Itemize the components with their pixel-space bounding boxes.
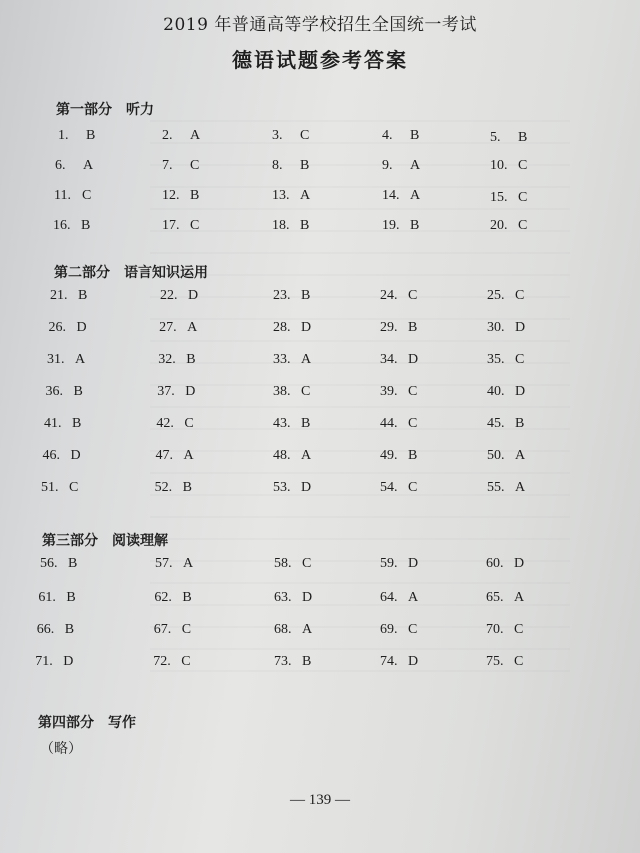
answer-number: 62. [154, 590, 172, 605]
answer-number: 75. [486, 654, 504, 669]
answer-item [162, 158, 199, 174]
answer-number: 65. [486, 590, 504, 605]
answer-letter: D [302, 590, 313, 605]
answer-letter: A [183, 556, 194, 571]
answer-item [154, 622, 191, 638]
answer-number: 4. [382, 128, 393, 143]
section-name: 写作 [108, 715, 136, 731]
answer-item [274, 654, 311, 670]
answer-item [44, 416, 81, 432]
answer-letter: B [190, 188, 200, 203]
answer-number: 53. [273, 480, 291, 495]
answer-letter: D [301, 480, 312, 495]
answer-item [380, 480, 417, 496]
answer-letter: B [73, 384, 83, 399]
answer-item [274, 556, 311, 572]
answer-letter: B [182, 590, 192, 605]
answer-number: 67. [153, 622, 172, 637]
answer-letter: B [408, 448, 418, 463]
answer-letter: B [515, 416, 525, 431]
page-title: 德语试题参考答案 [232, 48, 408, 72]
answer-item [382, 158, 420, 174]
answer-letter: A [187, 320, 198, 335]
answer-number: 48. [273, 448, 291, 463]
answer-item [380, 556, 418, 572]
answer-letter: C [190, 158, 200, 173]
answer-item [486, 590, 524, 606]
answer-number: 68. [274, 622, 292, 637]
answer-letter: C [518, 218, 528, 233]
answer-number: 56. [40, 556, 58, 571]
answer-item [380, 416, 417, 432]
answer-item [273, 320, 311, 336]
answer-number: 22. [160, 288, 178, 303]
answer-letter: B [64, 622, 75, 637]
answer-item [487, 448, 525, 464]
section-part1 [56, 99, 168, 119]
answer-letter: B [410, 128, 420, 143]
exam-header: 2019 年普通高等学校招生全国统一考试 [163, 15, 477, 35]
answer-number: 19. [382, 218, 400, 233]
answer-item [272, 188, 310, 204]
answer-item [160, 288, 198, 304]
answer-number: 33. [273, 352, 291, 367]
answer-item [38, 590, 75, 606]
answer-item [35, 654, 73, 670]
section-part-label: 第二部分 [54, 265, 110, 281]
answer-letter: A [515, 480, 526, 495]
section-part2 [54, 262, 222, 282]
answer-item [486, 654, 523, 670]
answer-letter: D [76, 320, 87, 335]
answer-letter: C [514, 622, 524, 637]
answer-letter: A [75, 352, 86, 367]
answer-item [47, 352, 85, 368]
answer-letter: B [301, 416, 311, 431]
answer-number: 24. [380, 288, 398, 303]
answer-number: 70. [486, 622, 504, 637]
answer-item [380, 590, 418, 606]
answer-number: 41. [44, 416, 62, 431]
answer-number: 71. [35, 654, 53, 669]
answer-item [273, 352, 311, 368]
answer-number: 16. [53, 218, 71, 233]
answer-item [486, 622, 523, 638]
answer-letter: C [184, 416, 194, 431]
answer-item [380, 352, 418, 368]
answer-letter: A [83, 158, 94, 173]
section-part-label: 第三部分 [42, 533, 98, 549]
answer-number: 46. [42, 448, 60, 463]
answer-number: 74. [380, 654, 398, 669]
answer-letter: D [63, 654, 74, 669]
answer-letter: B [410, 218, 420, 233]
answer-item [273, 288, 310, 304]
answer-number: 39. [380, 384, 398, 399]
answer-item [273, 384, 310, 400]
answer-letter: D [408, 556, 419, 571]
answer-letter: C [69, 480, 79, 495]
answer-letter: C [300, 128, 310, 143]
answer-number: 59. [380, 556, 398, 571]
answer-number: 20. [490, 218, 508, 233]
answer-letter: B [72, 416, 82, 431]
answer-number: 55. [487, 480, 505, 495]
answer-letter: B [186, 352, 196, 367]
answer-number: 51. [41, 480, 59, 495]
answer-item [490, 218, 527, 234]
answer-letter: B [66, 590, 76, 605]
answer-letter: D [515, 384, 526, 399]
answer-number: 26. [48, 320, 66, 335]
answer-letter: D [70, 448, 81, 463]
answer-item [155, 556, 193, 572]
answer-number: 18. [272, 218, 290, 233]
answer-item [487, 480, 525, 496]
answer-item [50, 288, 87, 304]
answer-letter: D [515, 320, 526, 335]
answer-number: 3. [272, 128, 283, 143]
answer-number: 28. [273, 320, 291, 335]
answer-letter: B [86, 128, 96, 143]
answer-item [490, 158, 527, 174]
answer-item [273, 448, 311, 464]
answer-letter: B [408, 320, 418, 335]
section-part4 [38, 712, 150, 732]
answer-number: 9. [382, 158, 393, 173]
answer-number: 31. [47, 352, 65, 367]
answer-letter: A [515, 448, 526, 463]
answer-number: 72. [153, 654, 171, 669]
answer-letter: D [301, 320, 312, 335]
answer-number: 54. [380, 480, 398, 495]
answer-number: 11. [54, 188, 71, 203]
answer-letter: C [515, 288, 525, 303]
answer-item [490, 130, 527, 146]
answer-number: 43. [273, 416, 291, 431]
answer-number: 52. [154, 480, 173, 495]
answer-letter: D [408, 352, 419, 367]
answer-number: 37. [157, 384, 175, 399]
answer-item [158, 352, 195, 368]
answer-letter: C [408, 622, 418, 637]
answer-number: 44. [380, 416, 398, 431]
answer-number: 23. [273, 288, 291, 303]
answer-item [37, 622, 74, 638]
answer-letter: C [302, 556, 312, 571]
answer-number: 15. [490, 190, 508, 205]
answer-number: 58. [274, 556, 292, 571]
answer-letter: B [182, 480, 192, 495]
answer-item [487, 352, 524, 368]
answer-number: 38. [273, 384, 291, 399]
answer-item [155, 480, 192, 496]
answer-item [487, 384, 525, 400]
answer-item [53, 218, 90, 234]
answer-letter: C [82, 188, 92, 203]
answer-number: 60. [486, 556, 504, 571]
answer-letter: B [301, 288, 311, 303]
answer-item [272, 218, 309, 234]
answer-item [162, 128, 200, 144]
answer-item [380, 320, 417, 336]
answer-number: 32. [158, 352, 176, 367]
answer-letter: C [181, 654, 191, 669]
answer-item [157, 384, 195, 400]
writing-note: （略） [40, 741, 82, 757]
answer-item [156, 448, 194, 464]
section-name: 阅读理解 [112, 533, 168, 549]
answer-item [380, 622, 417, 638]
answer-item [272, 128, 309, 144]
section-part-label: 第四部分 [38, 715, 94, 731]
answer-item [273, 480, 311, 496]
answer-item [380, 654, 418, 670]
answer-letter: C [408, 480, 418, 495]
answer-item [154, 590, 191, 606]
answer-item [159, 320, 197, 336]
answer-number: 35. [487, 352, 505, 367]
answer-number: 57. [155, 556, 173, 571]
answer-item [43, 448, 81, 464]
answer-number: 49. [380, 448, 398, 463]
answer-item [46, 384, 83, 400]
answer-number: 73. [274, 654, 292, 669]
answer-item [382, 188, 420, 204]
section-part3 [42, 530, 182, 550]
answer-item [41, 480, 78, 496]
answer-letter: C [190, 218, 200, 233]
answer-item [486, 556, 524, 572]
answer-number: 47. [155, 448, 173, 463]
answer-item [382, 128, 419, 144]
answer-letter: B [300, 158, 310, 173]
answer-item [156, 416, 193, 432]
answer-letter: C [301, 384, 311, 399]
answer-number: 14. [382, 188, 400, 203]
answer-number: 25. [487, 288, 505, 303]
page-number: — 139 — [290, 792, 350, 808]
answer-item [487, 288, 524, 304]
answer-letter: A [300, 188, 311, 203]
section-name: 语言知识运用 [124, 265, 208, 281]
answer-item [490, 190, 527, 206]
answer-number: 63. [274, 590, 292, 605]
answer-number: 45. [487, 416, 505, 431]
answer-number: 36. [45, 384, 63, 399]
answer-letter: B [302, 654, 312, 669]
section-part-label: 第一部分 [56, 102, 112, 118]
answer-number: 8. [272, 158, 283, 173]
answer-letter: C [518, 190, 528, 205]
answer-letter: D [408, 654, 419, 669]
answer-number: 10. [490, 158, 508, 173]
answer-item [274, 622, 312, 638]
answer-number: 17. [162, 218, 180, 233]
answer-letter: B [81, 218, 91, 233]
answer-item [487, 416, 524, 432]
answer-letter: A [514, 590, 525, 605]
answer-letter: C [514, 654, 524, 669]
answer-letter: A [408, 590, 419, 605]
answer-item [380, 448, 417, 464]
answer-item [380, 288, 417, 304]
answer-item [49, 320, 87, 336]
answer-letter: B [518, 130, 528, 145]
answer-item [162, 218, 199, 234]
answer-item [153, 654, 190, 670]
answer-letter: A [410, 158, 421, 173]
answer-letter: A [301, 352, 312, 367]
answer-letter: B [300, 218, 310, 233]
answer-letter: A [410, 188, 421, 203]
answer-item [162, 188, 199, 204]
section-name: 听力 [126, 102, 154, 118]
answer-letter: C [408, 416, 418, 431]
answer-number: 6. [55, 158, 66, 173]
answer-letter: D [514, 556, 525, 571]
answer-number: 42. [156, 416, 174, 431]
answer-number: 21. [50, 288, 68, 303]
answer-number: 40. [487, 384, 505, 399]
answer-item [273, 416, 310, 432]
answer-number: 5. [490, 130, 501, 145]
answer-number: 50. [487, 448, 505, 463]
answer-number: 13. [272, 188, 290, 203]
answer-number: 64. [380, 590, 398, 605]
answer-letter: C [408, 384, 418, 399]
answer-number: 34. [380, 352, 398, 367]
answer-letter: C [515, 352, 525, 367]
answer-item [58, 128, 95, 144]
answer-number: 2. [162, 128, 173, 143]
answer-number: 66. [36, 622, 55, 637]
answer-number: 12. [162, 188, 180, 203]
answer-letter: A [183, 448, 194, 463]
answer-letter: D [185, 384, 196, 399]
answer-letter: A [302, 622, 313, 637]
answer-letter: C [181, 622, 192, 637]
answer-item [40, 556, 77, 572]
answer-item [487, 320, 525, 336]
answer-letter: C [408, 288, 418, 303]
answer-letter: A [190, 128, 201, 143]
answer-letter: D [188, 288, 199, 303]
answer-number: 29. [380, 320, 398, 335]
answer-number: 69. [380, 622, 398, 637]
answer-number: 1. [58, 128, 69, 143]
answer-number: 61. [38, 590, 56, 605]
answer-letter: C [518, 158, 528, 173]
answer-item [380, 384, 417, 400]
answer-letter: B [68, 556, 78, 571]
answer-letter: A [301, 448, 312, 463]
answer-item [272, 158, 309, 174]
answer-letter: B [78, 288, 88, 303]
answer-number: 30. [487, 320, 505, 335]
answer-item [54, 188, 91, 204]
answer-number: 27. [159, 320, 177, 335]
answer-item [382, 218, 419, 234]
answer-item [55, 158, 93, 174]
answer-number: 7. [162, 158, 173, 173]
answer-item [274, 590, 312, 606]
